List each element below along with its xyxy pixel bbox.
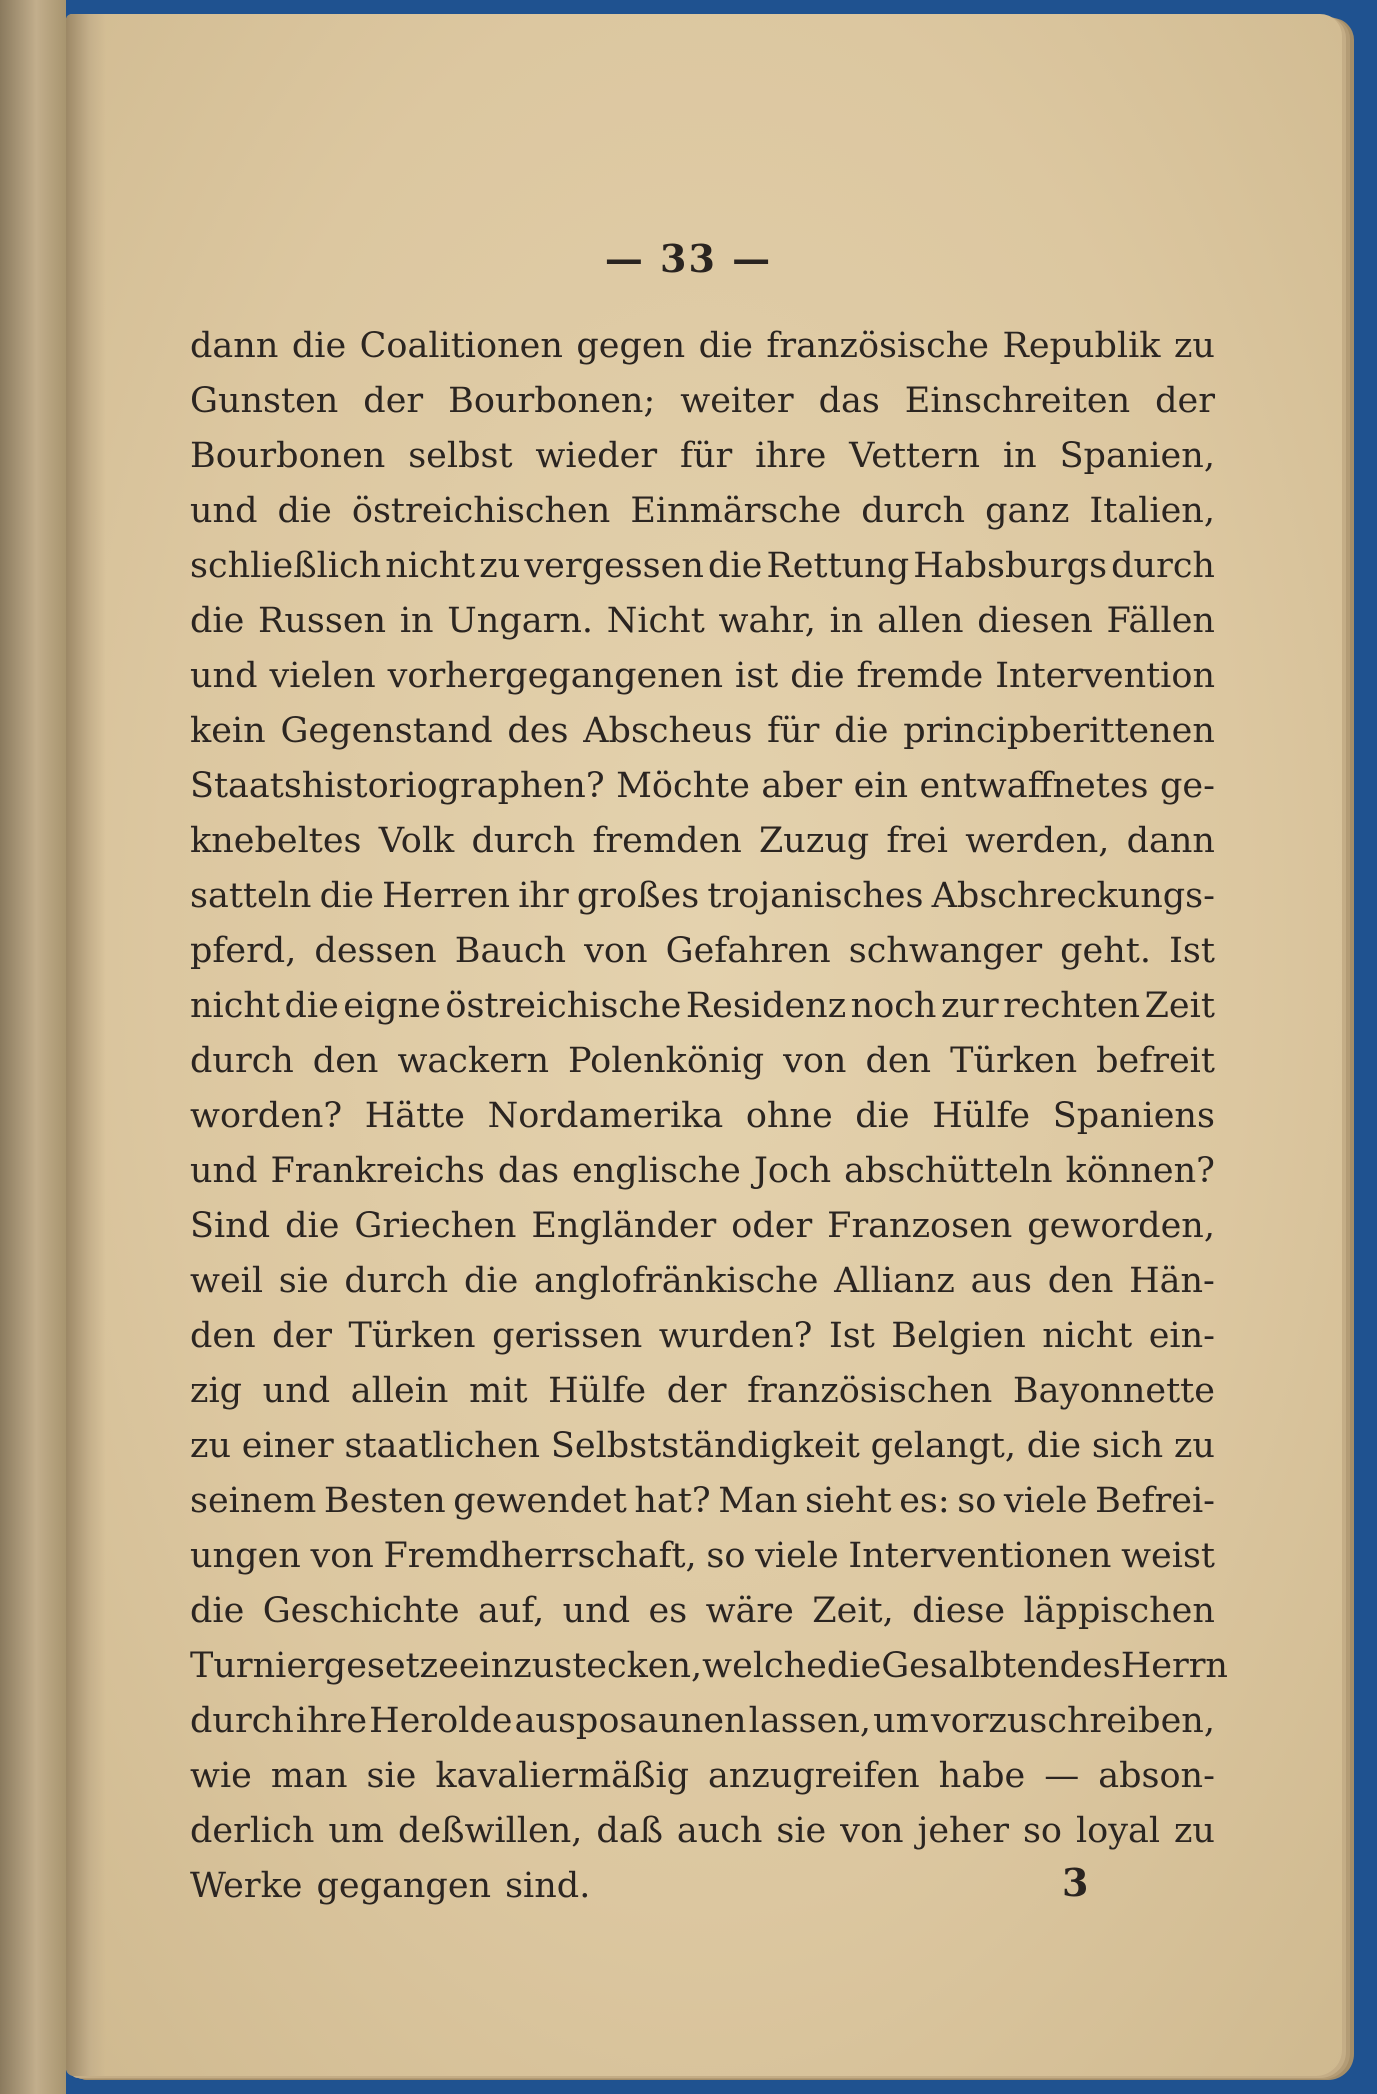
word: ausposaunen xyxy=(514,1701,747,1741)
word: die xyxy=(277,491,332,531)
word: den xyxy=(312,1041,379,1081)
word: die xyxy=(291,326,347,366)
word: auf, xyxy=(478,1591,545,1631)
word: mit xyxy=(469,1371,528,1411)
word: Interventionen xyxy=(848,1536,1112,1576)
word: aber xyxy=(761,766,843,806)
word: und xyxy=(562,1591,631,1631)
word: Ungarn. xyxy=(447,601,594,641)
word: durch xyxy=(190,1701,294,1741)
word: sie xyxy=(366,1756,417,1796)
word: der xyxy=(272,1316,333,1356)
word: in xyxy=(399,601,434,641)
word: Staatshistoriographen? xyxy=(190,766,605,806)
word: abschütteln xyxy=(844,1151,1053,1191)
text-line xyxy=(190,1096,1215,1151)
text-line xyxy=(190,1151,1215,1206)
word: Italien, xyxy=(1089,491,1215,531)
word: den xyxy=(1047,1261,1114,1301)
word: befreit xyxy=(1096,1041,1215,1081)
word: die xyxy=(834,711,889,751)
word: die xyxy=(708,546,763,586)
text-line xyxy=(190,876,1215,931)
word: französischen xyxy=(747,1371,993,1411)
text-line xyxy=(190,711,1215,766)
word: so xyxy=(1022,1811,1063,1851)
word: um xyxy=(328,1811,385,1851)
word: deßwillen, xyxy=(397,1811,583,1851)
word: Gegenstand xyxy=(280,711,493,751)
word: zig xyxy=(190,1371,243,1411)
word: knebeltes xyxy=(190,821,362,861)
word: die xyxy=(190,1591,245,1631)
word: Nordamerika xyxy=(487,1096,724,1136)
word: anglofränkische xyxy=(534,1261,819,1301)
word: loyal xyxy=(1075,1811,1161,1851)
word: dann xyxy=(1126,821,1215,861)
word: Geschichte xyxy=(262,1591,460,1631)
word: Herrn xyxy=(1120,1646,1228,1686)
word: in xyxy=(1002,436,1037,476)
word: es xyxy=(648,1591,688,1631)
word: in xyxy=(829,601,864,641)
word: fremde xyxy=(856,656,984,696)
word: ge- xyxy=(1159,766,1215,806)
word: auch xyxy=(676,1811,763,1851)
word: Volk xyxy=(378,821,455,861)
word: schwanger xyxy=(848,931,1043,971)
text-line xyxy=(190,1371,1215,1426)
word: die xyxy=(285,1206,340,1246)
word: die xyxy=(1026,1426,1082,1466)
text-line xyxy=(190,1261,1215,1316)
word: ein xyxy=(853,766,909,806)
word: und xyxy=(190,491,258,531)
word: Sind xyxy=(190,1206,271,1246)
text-line xyxy=(190,1481,1215,1536)
word: den xyxy=(190,1316,256,1356)
word: einer xyxy=(241,1426,334,1466)
word: anzugreifen xyxy=(708,1756,920,1796)
word: die xyxy=(284,986,339,1026)
word: dann xyxy=(190,326,279,366)
facing-page-edge xyxy=(0,0,66,2094)
word: Russen xyxy=(258,601,387,641)
word: allen xyxy=(877,601,964,641)
word: zu xyxy=(1173,1426,1215,1466)
page-number: — 33 — xyxy=(604,236,773,281)
word: die xyxy=(826,1646,882,1686)
word: man xyxy=(270,1756,348,1796)
word: Einmärsche xyxy=(630,491,842,531)
word: von xyxy=(310,1536,374,1576)
word: ganz xyxy=(985,491,1070,531)
word: geht. xyxy=(1060,931,1151,971)
text-line xyxy=(190,986,1215,1041)
word: um xyxy=(873,1701,929,1741)
word: Abscheus xyxy=(583,711,753,751)
signature-mark: 3 xyxy=(1062,1860,1089,1905)
word: allein xyxy=(350,1371,449,1411)
word: für xyxy=(680,436,733,476)
word: Werke xyxy=(190,1866,303,1906)
text-line xyxy=(190,1646,1228,1701)
word: gerissen xyxy=(492,1316,643,1356)
word: viele xyxy=(1003,1481,1088,1521)
word: Ist xyxy=(828,1316,875,1356)
text-line xyxy=(190,1426,1215,1481)
text-line xyxy=(190,1701,1215,1756)
text-line xyxy=(190,931,1215,986)
word: Rettung xyxy=(766,546,910,586)
word: der xyxy=(666,1371,727,1411)
word: der xyxy=(363,381,424,421)
word: Belgien xyxy=(891,1316,1026,1356)
text-line xyxy=(190,1041,1215,1096)
word: zu xyxy=(1173,326,1215,366)
word: principberittenen xyxy=(903,711,1215,751)
word: satteln xyxy=(190,876,312,916)
word: Besten xyxy=(323,1481,446,1521)
word: pferd, xyxy=(190,931,297,971)
word: Zeit, xyxy=(812,1591,894,1631)
word: habe xyxy=(938,1756,1026,1796)
word: wackern xyxy=(397,1041,550,1081)
word: französische xyxy=(766,326,989,366)
word: sie xyxy=(278,1261,329,1301)
word: weiter xyxy=(680,381,794,421)
word: Türken xyxy=(348,1316,476,1356)
word: die xyxy=(319,876,374,916)
word: Engländer xyxy=(531,1206,717,1246)
text-line xyxy=(190,1206,1215,1261)
text-line xyxy=(190,1811,1215,1866)
word: Hän- xyxy=(1129,1261,1215,1301)
word: das xyxy=(497,1151,560,1191)
text-line xyxy=(190,1756,1215,1811)
word: ihre xyxy=(755,436,827,476)
word: Allianz xyxy=(834,1261,955,1301)
word: östreichische xyxy=(445,986,682,1026)
word: durch xyxy=(344,1261,449,1301)
word: gelangt, xyxy=(870,1426,1016,1466)
text-line xyxy=(190,766,1215,821)
body-text xyxy=(190,326,1228,1921)
word: oder xyxy=(731,1206,813,1246)
word: Coalitionen xyxy=(359,326,563,366)
word: staatlichen xyxy=(344,1426,541,1466)
word: die xyxy=(855,1096,910,1136)
word: großes xyxy=(576,876,700,916)
word: lassen, xyxy=(748,1701,872,1741)
word: wäre xyxy=(705,1591,794,1631)
word: rechten xyxy=(1003,986,1141,1026)
word: durch xyxy=(190,1041,294,1081)
word: und xyxy=(262,1371,331,1411)
word: vorzuschreiben, xyxy=(930,1701,1215,1741)
word: des xyxy=(1059,1646,1121,1686)
word: wieder xyxy=(535,436,658,476)
word: Selbstständigkeit xyxy=(550,1426,860,1466)
word: und xyxy=(190,1151,258,1191)
word: dessen xyxy=(314,931,437,971)
word: Bourbonen xyxy=(190,436,386,476)
word: das xyxy=(818,381,880,421)
word: von xyxy=(783,1041,847,1081)
word: ihre xyxy=(295,1701,368,1741)
word: Zeit xyxy=(1144,986,1215,1026)
word: Türken xyxy=(950,1041,1078,1081)
word: Vettern xyxy=(849,436,981,476)
word: Franzosen xyxy=(827,1206,1013,1246)
text-line xyxy=(190,436,1215,491)
word: Bayonnette xyxy=(1012,1371,1215,1411)
word: schließlich xyxy=(190,546,382,586)
word: Polenkönig xyxy=(568,1041,765,1081)
word: sieht xyxy=(805,1481,892,1521)
word: seinem xyxy=(190,1481,317,1521)
word: Bauch xyxy=(454,931,567,971)
word: weil xyxy=(190,1261,264,1301)
word: gegangen xyxy=(316,1866,492,1906)
word: Frankreichs xyxy=(270,1151,485,1191)
word: des xyxy=(507,711,569,751)
word: Zuzug xyxy=(758,821,870,861)
word: Bourbonen; xyxy=(448,381,656,421)
word: Befrei- xyxy=(1095,1481,1215,1521)
word: Gefahren xyxy=(665,931,831,971)
word: viele xyxy=(755,1536,839,1576)
word: Residenz xyxy=(685,986,847,1026)
word: wahr, xyxy=(718,601,816,641)
word: Gunsten xyxy=(190,381,339,421)
word: trojanisches xyxy=(707,876,924,916)
text-line xyxy=(190,1316,1215,1371)
word: Hätte xyxy=(364,1096,466,1136)
word: ist xyxy=(735,656,779,696)
word: Hülfe xyxy=(932,1096,1031,1136)
word: kavaliermäßig xyxy=(435,1756,689,1796)
word: Herren xyxy=(382,876,511,916)
word: jeher xyxy=(917,1811,1010,1851)
word: Herolde xyxy=(369,1701,513,1741)
word: nicht xyxy=(385,546,476,586)
word: sind. xyxy=(505,1866,591,1906)
word: noch xyxy=(850,986,937,1026)
word: Spanien, xyxy=(1059,436,1215,476)
word: und xyxy=(190,656,258,696)
word: die xyxy=(790,656,845,696)
word: Nicht xyxy=(606,601,705,641)
word: nicht xyxy=(190,986,280,1026)
word: Ist xyxy=(1169,931,1215,971)
word: Spaniens xyxy=(1052,1096,1215,1136)
word: die xyxy=(190,601,245,641)
word: Abschreckungs- xyxy=(931,876,1215,916)
word: ihr xyxy=(518,876,569,916)
text-line xyxy=(190,326,1215,381)
word: Man xyxy=(718,1481,798,1521)
word: derlich xyxy=(190,1811,315,1851)
word: welche xyxy=(702,1646,827,1686)
word: für xyxy=(767,711,820,751)
word: Fällen xyxy=(1106,601,1215,641)
word: durch xyxy=(471,821,576,861)
text-line xyxy=(190,491,1215,546)
word: — xyxy=(1044,1756,1080,1796)
word: diesen xyxy=(977,601,1093,641)
word: nicht xyxy=(1042,1316,1133,1356)
text-line xyxy=(190,601,1215,656)
word: selbst xyxy=(408,436,513,476)
text-line xyxy=(190,381,1215,436)
text-line xyxy=(190,656,1215,711)
word: so xyxy=(706,1536,746,1576)
word: einzustecken, xyxy=(458,1646,703,1686)
word: durch xyxy=(1111,546,1215,586)
word: entwaffnetes xyxy=(919,766,1149,806)
word: Möchte xyxy=(616,766,750,806)
word: gewendet xyxy=(453,1481,627,1521)
word: können? xyxy=(1065,1151,1215,1191)
word: läppischen xyxy=(1023,1591,1215,1631)
word: vorhergegangenen xyxy=(387,656,724,696)
text-line xyxy=(190,1536,1215,1591)
word: Gesalbten xyxy=(881,1646,1060,1686)
word: gegen xyxy=(576,326,686,366)
word: kein xyxy=(190,711,266,751)
word: Intervention xyxy=(995,656,1215,696)
word: werden, xyxy=(965,821,1110,861)
word: abson- xyxy=(1098,1756,1215,1796)
word: den xyxy=(865,1041,932,1081)
word: diese xyxy=(912,1591,1006,1631)
word: zu xyxy=(479,546,521,586)
word: Fremdherrschaft, xyxy=(383,1536,697,1576)
word: von xyxy=(584,931,648,971)
word: weist xyxy=(1121,1536,1215,1576)
word: hat? xyxy=(634,1481,711,1521)
word: zu xyxy=(190,1426,231,1466)
word: ein- xyxy=(1148,1316,1215,1356)
word: Griechen xyxy=(354,1206,517,1246)
word: der xyxy=(1155,381,1215,421)
word: von xyxy=(840,1811,904,1851)
word: durch xyxy=(861,491,966,531)
word: Republik xyxy=(1002,326,1161,366)
word: englische xyxy=(572,1151,741,1191)
word: aus xyxy=(970,1261,1032,1301)
word: sie xyxy=(776,1811,827,1851)
word: zur xyxy=(940,986,999,1026)
word: so xyxy=(957,1481,997,1521)
word: die xyxy=(463,1261,519,1301)
word: östreichischen xyxy=(351,491,611,531)
page-gutter xyxy=(66,14,106,2076)
word: frei xyxy=(886,821,948,861)
word: vielen xyxy=(269,656,376,696)
word: eigne xyxy=(343,986,441,1026)
word: Turniergesetze xyxy=(190,1646,459,1686)
word: wie xyxy=(190,1756,252,1796)
text-line xyxy=(190,821,1215,876)
word: Hülfe xyxy=(548,1371,647,1411)
text-line xyxy=(190,1591,1215,1646)
word: Joch xyxy=(753,1151,832,1191)
word: fremden xyxy=(592,821,742,861)
word: die xyxy=(698,326,753,366)
word: geworden, xyxy=(1027,1206,1215,1246)
word: Einschreiten xyxy=(904,381,1131,421)
word: Habsburgs xyxy=(913,546,1108,586)
word: ungen xyxy=(190,1536,301,1576)
word: zu xyxy=(1173,1811,1215,1851)
word: sich xyxy=(1091,1426,1164,1466)
word: es: xyxy=(899,1481,950,1521)
word: vergessen xyxy=(524,546,704,586)
word: ohne xyxy=(745,1096,833,1136)
word: daß xyxy=(596,1811,663,1851)
word: worden? xyxy=(190,1096,343,1136)
word: wurden? xyxy=(658,1316,813,1356)
text-line xyxy=(190,546,1215,601)
